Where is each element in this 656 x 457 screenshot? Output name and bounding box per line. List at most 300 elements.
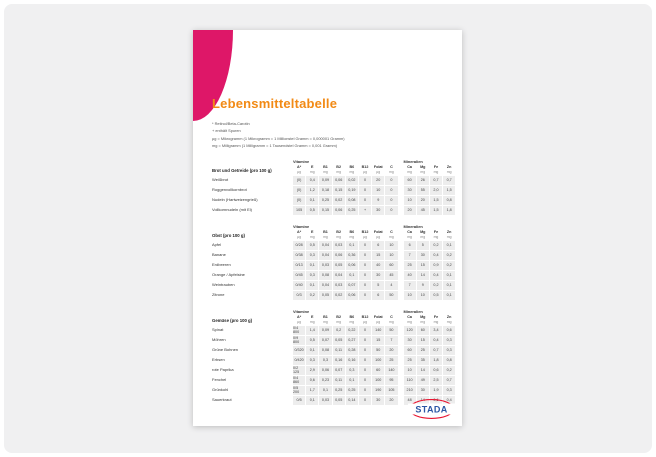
table-header-row [212, 164, 453, 175]
value-cell: 0,1 [306, 196, 318, 205]
value-cell: 0,5 [306, 206, 318, 215]
value-cell: 0,4 [443, 396, 455, 405]
row-label: Grüne Bohnen [212, 346, 239, 352]
column-header [359, 315, 371, 323]
table-row [212, 196, 453, 205]
row-label: Vollkornnudeln (mit Ei) [212, 206, 253, 212]
column-header [293, 165, 305, 173]
column-unit: mg [323, 169, 328, 174]
value-cell: 0,1 [319, 386, 331, 395]
value-cell: 0,23 [319, 376, 331, 385]
value-cell: 45 [385, 271, 397, 280]
value-cell: 0 [359, 386, 371, 395]
value-cell: 190 [372, 386, 384, 395]
row-label: Grünkohl [212, 386, 229, 392]
column-name: E [311, 230, 314, 235]
nutrition-table [212, 158, 453, 215]
value-cell: 0,06 [333, 206, 345, 215]
column-header [385, 315, 397, 323]
row-label: Roggenvollkornbrot [212, 186, 247, 192]
value-cell: 0,6 [430, 396, 442, 405]
value-cell: 30 [372, 206, 384, 215]
value-cell: 0,25 [346, 206, 358, 215]
column-unit: mg [349, 319, 355, 324]
column-name: C [390, 230, 393, 235]
value-cell: 0,11 [333, 376, 345, 385]
value-cell: 0,07 [333, 366, 345, 375]
column-header [306, 315, 318, 323]
column-name: B1 [323, 230, 328, 235]
value-cell: 7 [404, 281, 416, 290]
value-cell: 0,16 [346, 356, 358, 365]
value-cell: 0,05 [333, 336, 345, 345]
column-header [333, 165, 345, 173]
table-section-title: Gemüse (pro 100 g) [212, 318, 253, 324]
column-unit: µg [376, 319, 381, 324]
value-cell: 10 [404, 291, 416, 300]
column-unit: mg [420, 319, 426, 324]
value-cell: 0,25 [319, 196, 331, 205]
value-cell: 0,28 [346, 346, 358, 355]
value-cell: 1,9 [430, 386, 442, 395]
value-cell: 0,18 [319, 186, 331, 195]
column-unit: mg [446, 319, 452, 324]
value-cell: 0,03 [319, 261, 331, 270]
table-row [212, 386, 453, 395]
value-cell: 15 [372, 251, 384, 260]
column-header [372, 165, 384, 173]
column-unit: µg [297, 169, 302, 174]
value-cell: 0,25 [346, 386, 358, 395]
value-cell: 49 [417, 376, 429, 385]
column-header [443, 315, 455, 323]
value-cell: 0,3 [443, 346, 455, 355]
value-cell: 0 [359, 356, 371, 365]
column-header [346, 165, 358, 173]
value-cell: 0,02 [333, 291, 345, 300]
value-cell: 0,1 [346, 271, 358, 280]
value-cell: 0 [359, 176, 371, 185]
footnote-milligramm: mg = Milligramm (1 Milligramm = 1 Tausendstel Gramm = 0,001 Gramm) [212, 143, 338, 149]
table-row [212, 336, 453, 345]
value-cell: 0,3 [443, 336, 455, 345]
value-cell: 15 [417, 261, 429, 270]
value-cell: 0,1 [306, 346, 318, 355]
value-cell: 1,8 [443, 206, 455, 215]
value-cell: 60 [385, 261, 397, 270]
column-header [372, 315, 384, 323]
table-row [212, 176, 453, 185]
column-unit: mg [349, 234, 355, 239]
value-cell: 0/40 [293, 281, 305, 290]
value-cell: 0,06 [333, 251, 345, 260]
table-section-title: Brot und Getreide (pro 100 g) [212, 168, 272, 174]
row-label: Weintrauben [212, 281, 235, 287]
value-cell: 95 [385, 376, 397, 385]
value-cell: 0,4 [430, 336, 442, 345]
value-cell: 0,07 [346, 281, 358, 290]
column-header [404, 315, 416, 323]
footnotes [212, 120, 453, 150]
column-name: Mg [420, 230, 426, 235]
column-group-spacer [399, 206, 403, 215]
value-cell: 0,08 [319, 346, 331, 355]
value-cell: 6 [372, 241, 384, 250]
column-unit: mg [309, 234, 315, 239]
value-cell: 210 [404, 386, 416, 395]
nutrition-table [212, 223, 453, 300]
value-cell: 0,02 [346, 176, 358, 185]
value-cell: 0,07 [319, 336, 331, 345]
row-label: Apfel [212, 241, 222, 247]
table-row [212, 251, 453, 260]
value-cell: 0,1 [306, 396, 318, 405]
value-cell: 0 [359, 196, 371, 205]
value-cell: 35 [417, 356, 429, 365]
value-cell: 0,27 [346, 336, 358, 345]
column-unit: mg [336, 169, 342, 174]
value-cell: 10 [404, 196, 416, 205]
column-group-spacer [399, 376, 403, 385]
value-cell: 0,4 [430, 251, 442, 260]
value-cell: 0,3 [346, 366, 358, 375]
value-cell: 0,1 [443, 291, 455, 300]
column-name: E [311, 165, 314, 170]
value-cell: 25 [385, 356, 397, 365]
table-header-row [212, 229, 453, 240]
value-cell: 1,8 [430, 356, 442, 365]
column-unit: mg [323, 319, 328, 324]
table-row [212, 271, 453, 280]
value-cell: 2,5 [430, 376, 442, 385]
value-cell: 105 [293, 206, 305, 215]
value-cell: 0,3 [306, 356, 318, 365]
column-group-spacer [399, 241, 403, 250]
column-group-spacer [399, 186, 403, 195]
table-section-title: Obst (pro 100 g) [212, 233, 245, 239]
value-cell: 0,04 [333, 271, 345, 280]
value-cell: 0/3 [293, 291, 305, 300]
row-label: Weißbrot [212, 176, 229, 182]
column-header [293, 315, 305, 323]
value-cell: 0,5 [306, 336, 318, 345]
value-cell: 0,6 [443, 326, 455, 335]
value-cell: 0 [359, 186, 371, 195]
value-cell: 0,06 [346, 261, 358, 270]
group-label-mineralien: Mineralien [403, 308, 423, 314]
value-cell: 10 [417, 291, 429, 300]
table-row [212, 356, 453, 365]
value-cell: 30 [417, 251, 429, 260]
value-cell: 0/38 [293, 251, 305, 260]
column-name: Fe [433, 165, 439, 170]
row-label: Fenchel [212, 376, 227, 382]
value-cell: 45 [417, 206, 429, 215]
value-cell: 0/9 800 [293, 336, 305, 345]
value-cell: 6 [372, 291, 384, 300]
table-row [212, 241, 453, 250]
column-group-spacer [399, 396, 403, 405]
value-cell: 0,08 [346, 196, 358, 205]
table-row [212, 376, 453, 385]
tables [212, 158, 453, 405]
column-header [346, 315, 358, 323]
value-cell: 0,08 [319, 271, 331, 280]
value-cell: 0,3 [443, 386, 455, 395]
value-cell: 5 [372, 281, 384, 290]
column-unit: µg [363, 319, 367, 324]
value-cell: 0,4 [430, 271, 442, 280]
value-cell: 0/4 860 [293, 376, 305, 385]
column-name: B12 [361, 315, 369, 320]
value-cell: 0,06 [319, 366, 331, 375]
table-row [212, 326, 453, 335]
value-cell: 0,2 [430, 281, 442, 290]
value-cell: 0,03 [333, 241, 345, 250]
value-cell: 0,15 [319, 206, 331, 215]
column-header [293, 230, 305, 238]
value-cell: 0,2 [333, 326, 345, 335]
value-cell: 0,1 [443, 271, 455, 280]
value-cell: 0,19 [346, 186, 358, 195]
column-header [319, 165, 331, 173]
group-label-vitamine: Vitamine [293, 223, 310, 229]
row-label: Erbsen [212, 356, 225, 362]
group-label-mineralien: Mineralien [403, 158, 423, 164]
column-header [417, 230, 429, 238]
value-cell: 7 [404, 251, 416, 260]
column-header [430, 230, 442, 238]
table-row [212, 186, 453, 195]
value-cell: 40 [404, 271, 416, 280]
column-header [306, 230, 318, 238]
column-group-spacer [399, 356, 403, 365]
value-cell: 0,15 [333, 186, 345, 195]
table-row [212, 291, 453, 300]
column-name: B6 [349, 165, 355, 170]
column-header [430, 165, 442, 173]
column-group-spacer [399, 291, 403, 300]
value-cell: 50 [385, 291, 397, 300]
column-unit: mg [389, 319, 394, 324]
column-name: B12 [361, 165, 369, 170]
column-name: Mg [420, 315, 426, 320]
column-unit: mg [446, 169, 452, 174]
group-label-vitamine: Vitamine [293, 158, 310, 164]
column-header [359, 230, 371, 238]
column-header [333, 230, 345, 238]
value-cell: 0,5 [306, 241, 318, 250]
value-cell: 10 [372, 186, 384, 195]
value-cell: 0 [385, 196, 397, 205]
value-cell: 0,36 [346, 251, 358, 260]
column-unit: mg [389, 234, 394, 239]
group-label-mineralien: Mineralien [403, 223, 423, 229]
value-cell: 15 [372, 336, 384, 345]
value-cell: 0,22 [346, 326, 358, 335]
column-name: C [390, 315, 393, 320]
column-unit: mg [336, 319, 342, 324]
value-cell: + [359, 206, 371, 215]
column-group-spacer [399, 261, 403, 270]
column-unit: mg [407, 234, 412, 239]
column-name: A* [297, 230, 302, 235]
column-name: B1 [323, 165, 328, 170]
value-cell: 0/45 [293, 271, 305, 280]
value-cell: 0,1 [306, 261, 318, 270]
value-cell: (0) [293, 176, 305, 185]
column-group-spacer [399, 251, 403, 260]
value-cell: 0 [359, 261, 371, 270]
table-row [212, 281, 453, 290]
column-name: E [311, 315, 314, 320]
value-cell: 140 [385, 366, 397, 375]
column-unit: mg [433, 169, 439, 174]
value-cell: 10 [385, 251, 397, 260]
page-title: Lebensmitteltabelle [212, 96, 338, 111]
column-name: B2 [336, 230, 342, 235]
value-cell: 26 [417, 176, 429, 185]
value-cell: 4 [385, 281, 397, 290]
nutrition-table [212, 308, 453, 405]
column-header [333, 315, 345, 323]
table-header-row [212, 314, 453, 325]
value-cell: 1,2 [306, 186, 318, 195]
value-cell: 0,05 [333, 261, 345, 270]
value-cell: 0,4 [306, 176, 318, 185]
value-cell: 0 [385, 186, 397, 195]
table-row [212, 206, 453, 215]
value-cell: 30 [404, 336, 416, 345]
column-header [385, 230, 397, 238]
column-name: Ca [407, 315, 412, 320]
stada-logo-text: STADA [415, 404, 448, 415]
column-header [443, 230, 455, 238]
column-header [372, 230, 384, 238]
value-cell: 0 [359, 241, 371, 250]
column-name: A* [297, 165, 302, 170]
column-group-spacer [399, 326, 403, 335]
value-cell: 50 [372, 346, 384, 355]
value-cell: 110 [404, 376, 416, 385]
document-page [193, 30, 462, 426]
value-cell: 0,16 [333, 356, 345, 365]
value-cell: 1,5 [430, 196, 442, 205]
value-cell: 0,2 [306, 291, 318, 300]
value-cell: 30 [417, 386, 429, 395]
row-label: Banane [212, 251, 226, 257]
column-group-spacer [399, 176, 403, 185]
value-cell: 14 [417, 396, 429, 405]
column-name: C [390, 165, 393, 170]
value-cell: 0,2 [443, 251, 455, 260]
column-unit: mg [407, 169, 412, 174]
value-cell: 120 [404, 326, 416, 335]
column-unit: µg [376, 234, 381, 239]
column-name: B2 [336, 315, 342, 320]
value-cell: 0/5 200 [293, 386, 305, 395]
value-cell: 0,04 [319, 251, 331, 260]
value-cell: 0,8 [443, 356, 455, 365]
value-cell: 0,03 [333, 281, 345, 290]
column-unit: µg [297, 319, 302, 324]
value-cell: 0,1 [346, 241, 358, 250]
row-label: Spinat [212, 326, 224, 332]
value-cell: 0,5 [430, 291, 442, 300]
column-name: B1 [323, 315, 328, 320]
value-cell: 0 [359, 271, 371, 280]
column-unit: µg [363, 234, 367, 239]
column-name: Fe [433, 315, 439, 320]
value-cell: 25 [417, 346, 429, 355]
value-cell: 0/4 800 [293, 326, 305, 335]
value-cell: 0/28 [293, 241, 305, 250]
value-cell: 0 [359, 376, 371, 385]
value-cell: 0,02 [333, 196, 345, 205]
value-cell: 0,03 [319, 396, 331, 405]
value-cell: 0,3 [306, 251, 318, 260]
value-cell: 0,06 [346, 291, 358, 300]
value-cell: 0 [359, 326, 371, 335]
value-cell: 14 [417, 366, 429, 375]
value-cell: 48 [404, 396, 416, 405]
value-cell: 1,7 [306, 386, 318, 395]
column-unit: mg [309, 319, 315, 324]
column-header [417, 315, 429, 323]
value-cell: 0,2 [443, 366, 455, 375]
table-row [212, 346, 453, 355]
table-row [212, 261, 453, 270]
column-name: Ca [407, 230, 412, 235]
value-cell: 0,09 [319, 176, 331, 185]
value-cell: 30 [372, 271, 384, 280]
table-row [212, 366, 453, 375]
value-cell: 0,3 [319, 356, 331, 365]
group-label-vitamine: Vitamine [293, 308, 310, 314]
value-cell: (0) [293, 196, 305, 205]
value-cell: 0,25 [333, 386, 345, 395]
value-cell: 0,05 [333, 396, 345, 405]
value-cell: 0/2 125 [293, 366, 305, 375]
column-header [346, 230, 358, 238]
value-cell: 2,9 [306, 366, 318, 375]
value-cell: 15 [417, 336, 429, 345]
value-cell: 140 [372, 326, 384, 335]
column-header [385, 165, 397, 173]
column-unit: mg [389, 169, 394, 174]
value-cell: 6 [404, 241, 416, 250]
column-name: A* [297, 315, 302, 320]
column-group-spacer [399, 336, 403, 345]
value-cell: 0,9 [430, 261, 442, 270]
value-cell: 0 [359, 346, 371, 355]
value-cell: 0,3 [306, 271, 318, 280]
column-unit: mg [433, 234, 439, 239]
column-name: Mg [420, 165, 426, 170]
value-cell: 0/13 [293, 261, 305, 270]
value-cell: 100 [372, 356, 384, 365]
value-cell: 55 [417, 186, 429, 195]
column-unit: mg [420, 169, 426, 174]
value-cell: 2,0 [430, 186, 442, 195]
column-name: Folat [373, 230, 383, 235]
column-header [404, 165, 416, 173]
column-unit: µg [363, 169, 367, 174]
value-cell: 0,7 [430, 176, 442, 185]
column-name: B2 [336, 165, 342, 170]
value-cell: 0 [359, 366, 371, 375]
value-cell: 50 [385, 326, 397, 335]
